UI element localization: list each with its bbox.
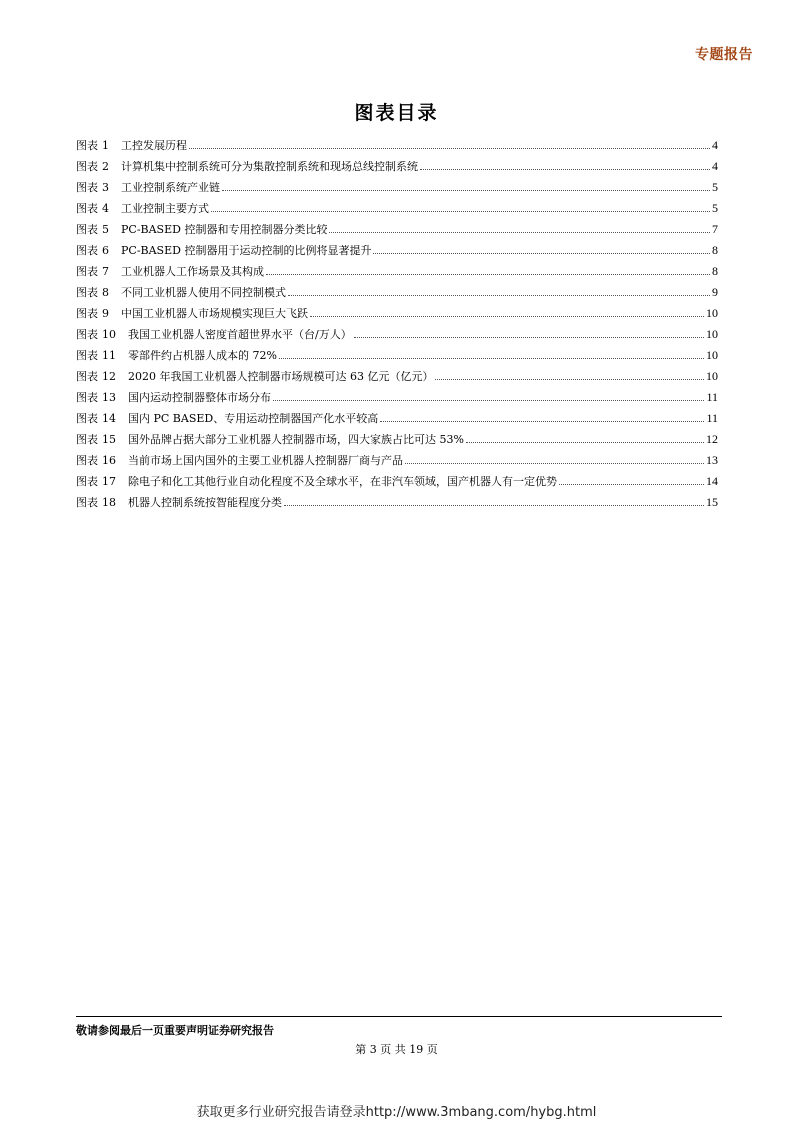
toc-entry[interactable]	[76, 307, 718, 328]
toc-entry-title: 我国工业机器人密度首超世界水平（台/万人）	[128, 329, 352, 341]
toc-entry[interactable]	[76, 286, 718, 307]
toc-entry-title: 当前市场上国内国外的主要工业机器人控制器厂商与产品	[128, 455, 403, 467]
toc-entry[interactable]	[76, 223, 718, 244]
toc-entry-label: 图表	[76, 370, 98, 383]
toc-entry[interactable]	[76, 349, 718, 370]
toc-entry-page: 15	[706, 495, 718, 509]
toc-entry-label: 图表	[76, 223, 98, 236]
toc-entry-title: 零部件约占机器人成本的 72%	[128, 350, 277, 362]
toc-entry-title: 2020 年我国工业机器人控制器市场规模可达 63 亿元（亿元）	[128, 371, 434, 383]
toc-entry-number: 2	[102, 160, 109, 173]
toc-leader-dots	[380, 421, 704, 422]
toc-entry[interactable]	[76, 244, 718, 265]
toc-entry-title: PC-BASED 控制器和专用控制器分类比较	[121, 224, 328, 236]
toc-entry[interactable]	[76, 433, 718, 454]
toc-entry-number: 12	[102, 370, 116, 383]
toc-entry-number: 4	[102, 202, 109, 215]
toc-entry-number: 8	[102, 286, 109, 299]
toc-entry[interactable]	[76, 391, 718, 412]
toc-leader-dots	[405, 463, 704, 464]
toc-entry-label: 图表	[76, 181, 98, 194]
toc-entry-label: 图表	[76, 433, 98, 446]
toc-entry-page: 9	[712, 285, 718, 299]
toc-entry[interactable]	[76, 412, 718, 433]
toc-entry-title: 工业控制系统产业链	[121, 182, 220, 194]
toc-entry-title: PC-BASED 控制器用于运动控制的比例将显著提升	[121, 245, 372, 257]
toc-leader-dots	[310, 316, 704, 317]
toc-entry-number: 17	[102, 475, 116, 488]
toc-entry-title: 计算机集中控制系统可分为集散控制系统和现场总线控制系统	[121, 161, 418, 173]
toc-entry[interactable]	[76, 181, 718, 202]
toc-entry[interactable]	[76, 139, 718, 160]
toc-entry-title: 中国工业机器人市场规模实现巨大飞跃	[121, 308, 308, 320]
toc-entry-title: 国外品牌占据大部分工业机器人控制器市场，四大家族占比可达 53%	[128, 434, 464, 446]
toc-leader-dots	[420, 169, 710, 170]
toc-entry-label: 图表	[76, 265, 98, 278]
toc-leader-dots	[329, 232, 710, 233]
toc-entry-number: 14	[102, 412, 116, 425]
toc-entry-label: 图表	[76, 139, 98, 152]
toc-leader-dots	[373, 253, 710, 254]
toc-entry-label: 图表	[76, 349, 98, 362]
toc-entry-page: 4	[712, 138, 718, 152]
toc-entry[interactable]	[76, 496, 718, 517]
toc-entry-label: 图表	[76, 307, 98, 320]
toc-entry-label: 图表	[76, 475, 98, 488]
toc-entry-number: 18	[102, 496, 116, 509]
toc-entry-number: 16	[102, 454, 116, 467]
toc-entry-number: 6	[102, 244, 109, 257]
toc-leader-dots	[279, 358, 704, 359]
toc-entry-page: 4	[712, 159, 718, 173]
toc-entry-page: 13	[706, 453, 718, 467]
toc-entry[interactable]	[76, 202, 718, 223]
toc-entry-label: 图表	[76, 391, 98, 404]
toc-entry-label: 图表	[76, 412, 98, 425]
toc-entry-title: 工控发展历程	[121, 140, 187, 152]
toc-entry-page: 8	[712, 264, 718, 278]
toc-entry-page: 11	[706, 411, 718, 425]
toc-leader-dots	[288, 295, 710, 296]
toc-entry-page: 10	[706, 369, 718, 383]
toc-entry-number: 7	[102, 265, 109, 278]
toc-leader-dots	[284, 505, 704, 506]
toc-entry-label: 图表	[76, 496, 98, 509]
toc-entry-number: 9	[102, 307, 109, 320]
watermark-link[interactable]: 获取更多行业研究报告请登录http://www.3mbang.com/hybg.html	[196, 1105, 597, 1120]
footer-divider	[76, 1016, 722, 1017]
footer-disclaimer: 敬请参阅最后一页重要声明证券研究报告	[76, 1024, 274, 1037]
page-number: 第 3 页 共 19 页	[355, 1043, 438, 1056]
toc-leader-dots	[466, 442, 704, 443]
toc-entry-title: 国内运动控制器整体市场分布	[128, 392, 271, 404]
toc-leader-dots	[354, 337, 704, 338]
toc-entry-page: 5	[712, 180, 718, 194]
toc-entry-label: 图表	[76, 244, 98, 257]
toc-entry-number: 15	[102, 433, 116, 446]
toc-entry-label: 图表	[76, 202, 98, 215]
toc-entry-number: 11	[102, 349, 116, 362]
toc-entry-label: 图表	[76, 160, 98, 173]
toc-entry-page: 10	[706, 348, 718, 362]
toc-entry-page: 12	[706, 432, 718, 446]
toc-entry-page: 10	[706, 327, 718, 341]
toc-leader-dots	[559, 484, 704, 485]
toc-entry[interactable]	[76, 475, 718, 496]
toc-entry[interactable]	[76, 265, 718, 286]
toc-entry-label: 图表	[76, 454, 98, 467]
toc-entry-page: 7	[712, 222, 718, 236]
toc-leader-dots	[222, 190, 710, 191]
toc-entry[interactable]	[76, 454, 718, 475]
toc-leader-dots	[211, 211, 710, 212]
toc-entry-page: 14	[706, 474, 718, 488]
toc-entry-title: 国内 PC BASED、专用运动控制器国产化水平较高	[128, 413, 379, 425]
toc-leader-dots	[266, 274, 710, 275]
toc-entry-title: 工业控制主要方式	[121, 203, 209, 215]
toc-entry-number: 5	[102, 223, 109, 236]
toc-entry-title: 除电子和化工其他行业自动化程度不及全球水平，在非汽车领域，国产机器人有一定优势	[128, 476, 557, 488]
toc-entry-page: 10	[706, 306, 718, 320]
toc-entry[interactable]	[76, 328, 718, 349]
toc-entry-number: 10	[102, 328, 116, 341]
toc-entry-label: 图表	[76, 286, 98, 299]
toc-entry-title: 工业机器人工作场景及其构成	[121, 266, 264, 278]
toc-entry-page: 8	[712, 243, 718, 257]
toc-entry-number: 13	[102, 391, 116, 404]
figure-toc-list	[76, 139, 718, 517]
toc-leader-dots	[189, 148, 710, 149]
toc-entry-label: 图表	[76, 328, 98, 341]
toc-leader-dots	[435, 379, 704, 380]
toc-entry-title: 机器人控制系统按智能程度分类	[128, 497, 282, 509]
toc-entry-page: 11	[706, 390, 718, 404]
toc-entry-page: 5	[712, 201, 718, 215]
toc-entry[interactable]	[76, 160, 718, 181]
report-type-tag: 专题报告	[695, 47, 753, 63]
toc-entry-title: 不同工业机器人使用不同控制模式	[121, 287, 286, 299]
toc-entry-number: 3	[102, 181, 109, 194]
page-title: 图表目录	[354, 102, 439, 124]
toc-entry-number: 1	[102, 139, 109, 152]
toc-entry[interactable]	[76, 370, 718, 391]
toc-leader-dots	[273, 400, 704, 401]
